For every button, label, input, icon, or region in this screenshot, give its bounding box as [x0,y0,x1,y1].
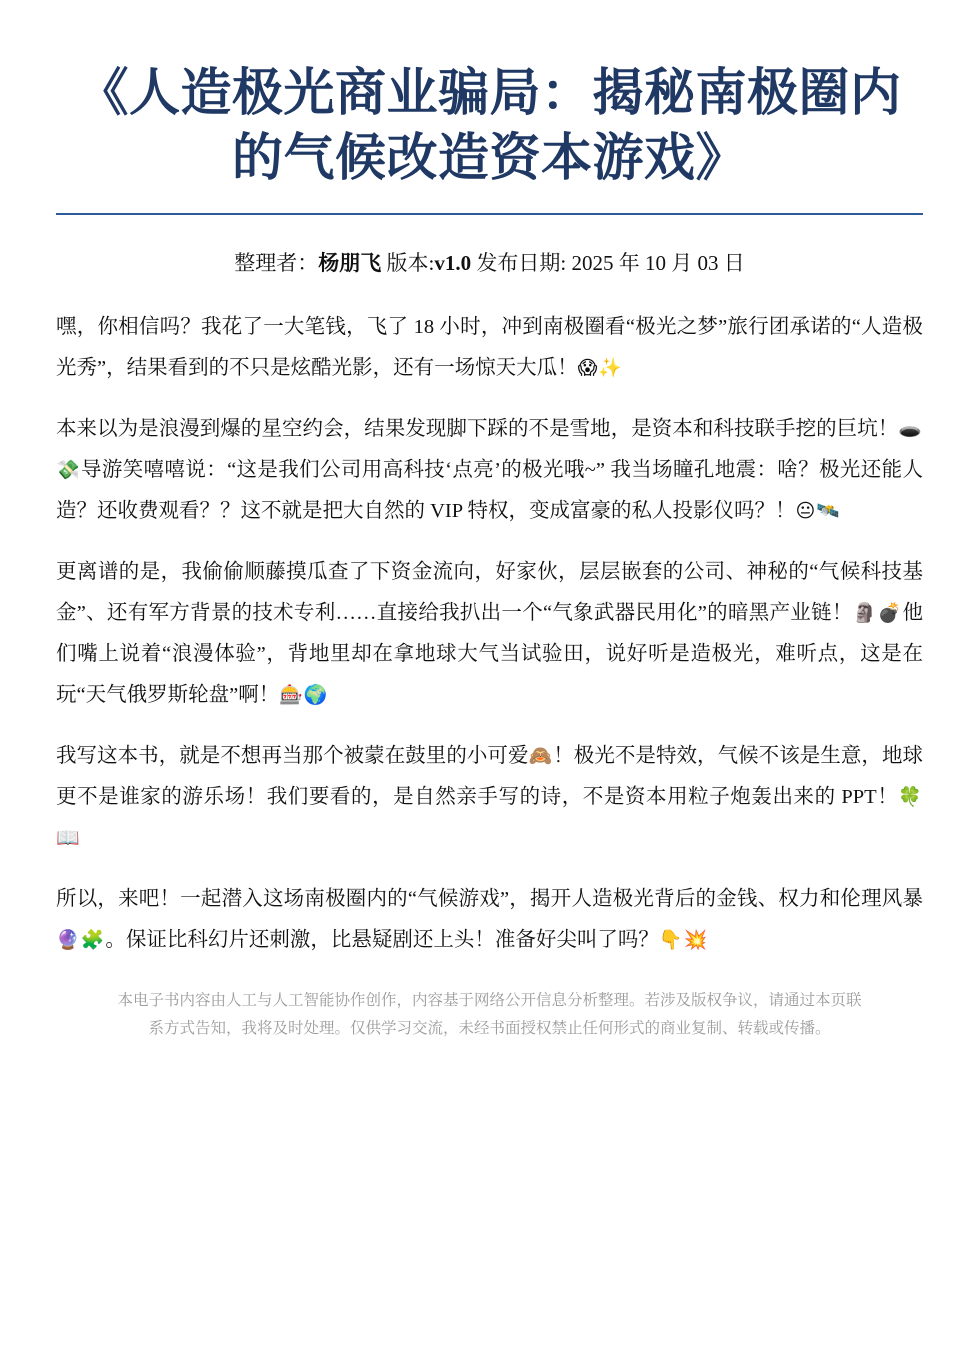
paragraph-3 [56,552,923,716]
disclaimer-line-2: 系方式告知，我将及时处理。仅供学习交流，未经书面授权禁止任何形式的商业复制、转载或传播。 [148,1020,831,1038]
paragraph-5-text-2: 。保证比科幻片还刺激，比悬疑剧还上头！准备好尖叫了吗？ [105,928,659,951]
paragraph-1 [56,307,923,389]
paragraph-3-text: 更离谱的是，我偷偷顺藤摸瓜查了下资金流向，好家伙，层层嵌套的公司、神秘的“气候科技基金”、还有军方背景的技术专利……直接给我扒出一个“气象武器民用化”的暗黑产业链！ [56,560,923,624]
page-title: 《人造极光商业骗局：揭秘南极圈内的气候改造资本游戏》 [77,64,902,187]
date-value: 2025 年 10 月 03 日 [571,250,745,275]
paragraph-3-text-2: 他们嘴上说着“浪漫体验”，背地里却在拿地球大气当试验田，说好听是造极光，难听点，这是在玩“天气俄罗斯轮盘”啊！ [56,601,923,706]
disclaimer-line-1: 本电子书内容由人工与人工智能协作创作，内容基于网络公开信息分析整理。若涉及版权争议，请通过本页联 [117,991,862,1009]
paragraph-5-emoji-mid: 🔮🧩 [56,928,106,951]
paragraph-5 [56,879,923,961]
paragraph-4-emoji: 🍀📖 [56,785,923,849]
disclaimer [56,987,923,1044]
paragraph-2-text: 本来以为是浪漫到爆的星空约会，结果发现脚下踩的不是雪地，是资本和科技联手挖的巨坑！ [56,417,899,440]
paragraph-2 [56,409,923,532]
paragraph-3-emoji: 🎰🌍 [279,683,329,706]
document-meta [56,247,923,277]
paragraph-2-emoji: 😐🛰️ [795,499,841,522]
paragraph-1-emoji: 😱✨ [577,356,624,379]
paragraph-4-emoji-mid: 🙈 [528,744,554,767]
paragraph-3-emoji-mid: 🗿💣 [852,601,903,624]
paragraph-5-text: 所以，来吧！一起潜入这场南极圈内的“气候游戏”，揭开人造极光背后的金钱、权力和伦理风暴 [56,887,923,910]
paragraph-4-text-2: ！极光不是特效，气候不该是生意，地球更不是谁家的游乐场！我们要看的，是自然亲手写的诗，不是资本用粒子炮轰出来的 PPT！ [56,744,923,808]
title-divider [56,213,923,215]
paragraph-4-text: 我写这本书，就是不想再当那个被蒙在鼓里的小可爱 [56,744,529,767]
paragraph-2-text-2: 导游笑嘻嘻说：“这是我们公司用高科技‘点亮’的极光哦~” 我当场瞳孔地震：啥？极光还能人造？还收费观看？？这不就是把大自然的 VIP 特权，变成富豪的私人投影仪吗？！ [56,458,923,522]
paragraph-2-emoji-mid: 🕳️💸 [56,417,923,481]
date-label: 发布日期: [471,250,572,275]
version-value: v1.0 [434,250,472,275]
version-label: 版本: [381,250,435,275]
compiler-name: 杨朋飞 [318,250,382,275]
paragraph-1-text: 嘿，你相信吗？我花了一大笔钱，飞了 18 小时，冲到南极圈看“极光之梦”旅行团承诺的“人造极光秀”，结果看到的不只是炫酷光影，还有一场惊天大瓜！ [56,315,923,379]
paragraph-4 [56,736,923,859]
paragraph-5-emoji: 👇💥 [658,928,709,951]
compiler-label: 整理者： [234,250,319,275]
